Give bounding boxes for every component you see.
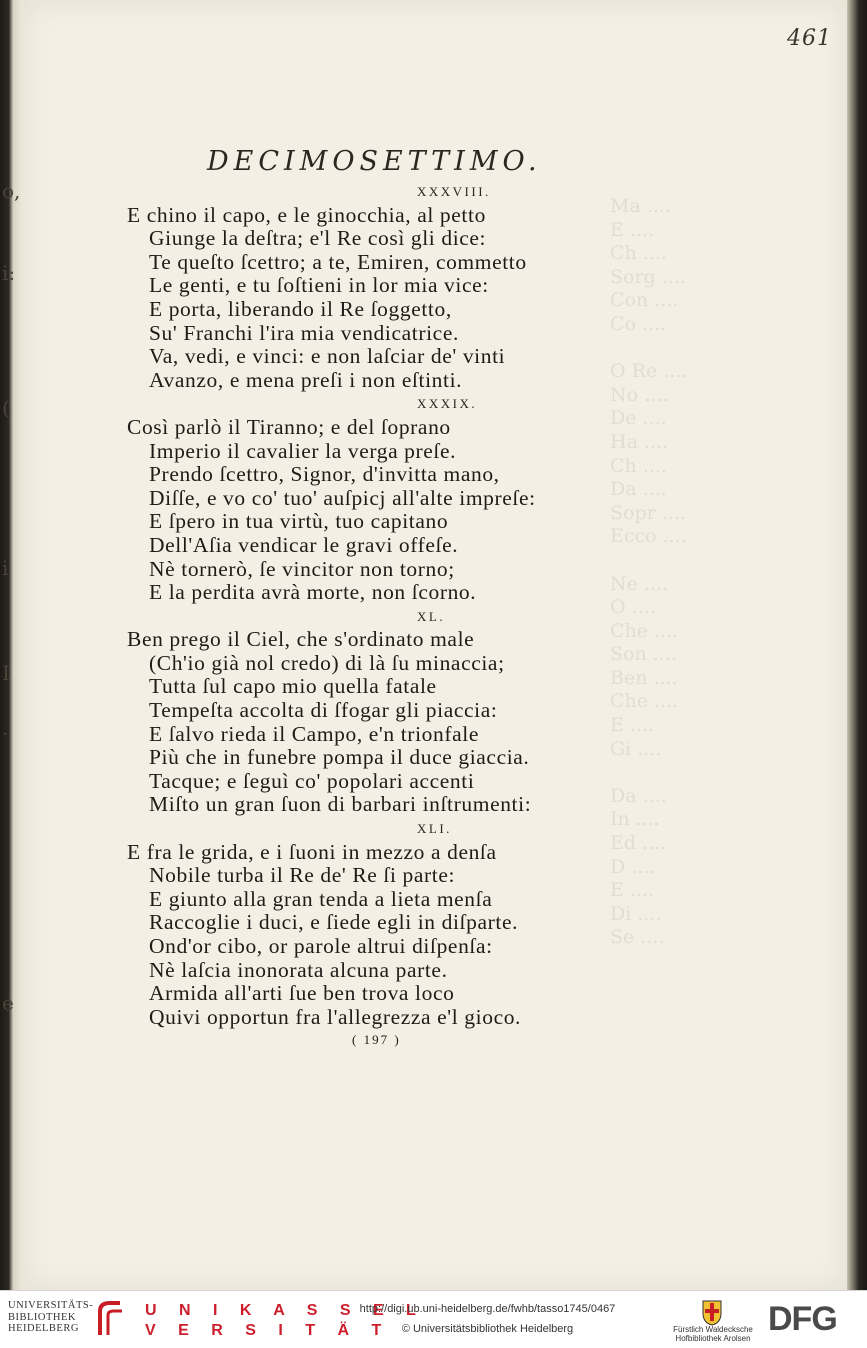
verse-line: Tacque; e ſeguì co' popolari accenti <box>149 768 475 793</box>
verse-line: Nobile turba il Re de' Re ſi parte: <box>149 863 456 888</box>
show-through-text: Ma .... E .... Ch .... Sorg .... Con .... Co .... O Re .... No .... De .... Ha .... Ch .... Da .... Sopr .... Ecco .... Ne .... O .... Che .... Son .... Ben .... Che .... E .... Gi .... Da .... In .... Ed .... D .... E .... Di .... Se .... <box>610 195 688 949</box>
verse-line: Te queſto ſcettro; a te, Emiren, commetto <box>149 249 527 274</box>
heidelberg-library-logo[interactable] <box>8 1300 98 1335</box>
verse-line: E ſpero in tua virtù, tuo capitano <box>149 509 449 534</box>
stanza-number: XLI. <box>417 821 452 837</box>
digitization-footer <box>0 1290 867 1348</box>
verse-line: Su' Franchi l'ira mia vendicatrice. <box>149 320 459 345</box>
dfg-logo[interactable]: DFG <box>768 1300 837 1338</box>
verse-line: Tutta ſul capo mio quella fatale <box>149 674 437 699</box>
verse-line: Tempeſta accolta di ſfogar gli piaccia: <box>149 698 498 723</box>
running-head: DECIMOSETTIMO. <box>207 146 542 177</box>
verse-line: Dell'Aſia vendicar le gravi offeſe. <box>149 532 459 557</box>
verse-line: Ond'or cibo, or parole altrui diſpenſa: <box>149 934 493 958</box>
verse-line: (Ch'io già nol credo) di là ſu minaccia; <box>149 650 505 675</box>
copyright-notice: © Universitätsbibliothek Heidelberg <box>401 1323 574 1335</box>
stanza-number: XXXIX. <box>417 396 478 412</box>
verse-line: Miſto un gran ſuon di barbari inſtrumenti: <box>149 792 532 817</box>
verse-line: Diſſe, e vo co' tuo' auſpicj all'alte impreſe: <box>149 485 536 510</box>
verse-line: Giunge la deſtra; e'l Re così gli dice: <box>149 226 487 251</box>
verse-line: Ben prego il Ciel, che s'ordinato male <box>127 627 475 652</box>
verse-line: Nè laſcia inonorata alcuna parte. <box>149 957 448 982</box>
crest-caption-line1: Fürstlich Waldecksche <box>673 1325 753 1334</box>
verse-line: E chino il capo, e le ginocchia, al petto <box>127 202 486 227</box>
arolsen-caption <box>668 1325 758 1343</box>
permalink-block <box>315 1299 660 1339</box>
verse-line: Armida all'arti ſue ben trova loco <box>149 981 455 1006</box>
verse-line: Imperio il cavalier la verga preſe. <box>149 438 457 463</box>
verse-line: E ſalvo rieda il Campo, e'n trionfale <box>149 721 479 746</box>
adjacent-page-edge: o, i: ( i I . e <box>2 179 20 1015</box>
library-name-line3: HEIDELBERG <box>8 1323 79 1334</box>
verse-line: Più che in funebre pompa il duce giaccia. <box>149 745 530 770</box>
heidelberg-logo-icon <box>96 1299 126 1339</box>
verse-line: Va, vedi, e vinci: e non laſciar de' vinti <box>149 344 506 369</box>
verse-line: Così parlò il Tiranno; e del ſoprano <box>127 414 451 439</box>
verse-line: E fra le grida, e i ſuoni in mezzo a denſa <box>127 839 497 864</box>
verse-line: E porta, liberando il Re ſoggetto, <box>149 296 452 321</box>
verse-line: E la perdita avrà morte, non ſcorno. <box>149 580 477 605</box>
waldeck-crest-icon <box>697 1297 727 1327</box>
verse-line: Quivi opportun fra l'allegrezza e'l gioco. <box>149 1004 522 1029</box>
gutter-right <box>847 0 867 1290</box>
page-number: ( 197 ) <box>352 1032 401 1048</box>
library-name-line1: UNIVERSITÄTS- <box>8 1300 94 1311</box>
crest-caption-line2: Hofbibliothek Arolsen <box>675 1334 751 1343</box>
kassel-line1: U N I K A S S E L <box>145 1302 425 1319</box>
verse-line: Prendo ſcettro, Signor, d'invitta mano, <box>149 462 500 487</box>
stanza-number: XXXVIII. <box>417 184 491 199</box>
verse-line: Raccoglie i duci, e ſiede egli in diſparte. <box>149 910 519 935</box>
handwritten-folio-number: 461 <box>787 26 832 51</box>
poem-text <box>127 180 687 1051</box>
book-page <box>22 0 847 1290</box>
stanza-number: XL. <box>417 608 446 624</box>
verse-line: Nè tornerò, ſe vincitor non torno; <box>149 556 455 581</box>
permalink-url[interactable]: http://digi.ub.uni-heidelberg.de/fwhb/tasso1745/0467 <box>359 1303 616 1315</box>
library-name-line2: BIBLIOTHEK <box>8 1311 76 1323</box>
kassel-line2: V E R S I T Ä T <box>145 1322 391 1339</box>
verse-line: Le genti, e tu ſoſtieni in lor mia vice: <box>149 273 489 298</box>
verse-line: E giunto alla gran tenda a lieta menſa <box>149 886 493 911</box>
verse-line: Avanzo, e mena preſi i non eſtinti. <box>149 367 463 392</box>
